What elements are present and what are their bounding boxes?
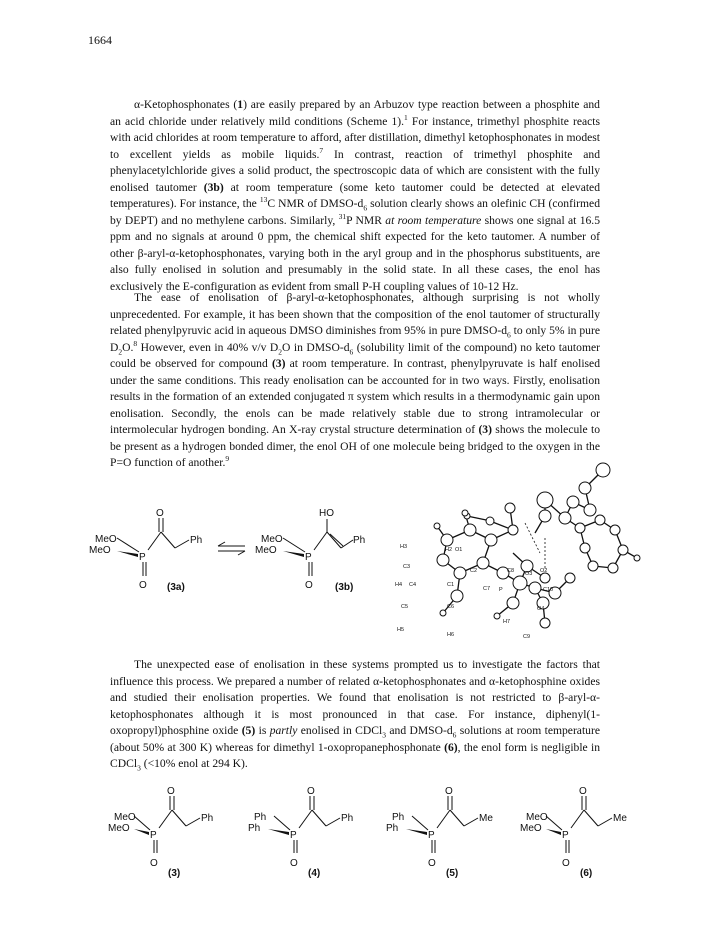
svg-text:MeO: MeO <box>255 545 277 556</box>
svg-text:O: O <box>139 580 147 591</box>
svg-text:O: O <box>290 858 298 869</box>
svg-text:(6): (6) <box>580 868 593 879</box>
paragraph-3: The unexpected ease of enolisation in these systems prompted us to investigate the factors that influence this process. We prepared a number of related α-ketophosphonates and α-ketophosphine oxides and studied their enolisation properties. We found that enolisation is not restricted to β-aryl-α-ketophosphonates although it is most pronounced in that case. For instance, diphenyl(1-oxopropyl)phosphine oxide (5) is partly enolised in CDCl$_3$ and DMSO-$d_6$ solutions at room temperature (about 50% at 300 K) whereas for dimethyl 1-oxopropanephosphonate (6), the enol form is negligible in CDCl$_3$ (<10% enol at 294 K). <box>110 658 600 773</box>
svg-text:P: P <box>150 830 157 841</box>
svg-text:Me: Me <box>613 813 627 824</box>
atom-labels <box>395 544 553 640</box>
compound-3 <box>108 786 213 879</box>
compound-4 <box>248 786 353 879</box>
svg-text:H4: H4 <box>395 582 403 588</box>
svg-text:O1: O1 <box>455 547 463 553</box>
svg-text:O: O <box>579 786 587 797</box>
svg-text:O3: O3 <box>525 571 533 577</box>
svg-text:C4: C4 <box>409 582 417 588</box>
svg-text:C3: C3 <box>403 564 411 570</box>
svg-text:O: O <box>167 786 175 797</box>
svg-text:O: O <box>150 858 158 869</box>
svg-text:C9: C9 <box>523 634 531 640</box>
equilibrium-arrows <box>218 542 245 555</box>
svg-text:P: P <box>139 552 146 563</box>
svg-text:H5: H5 <box>397 627 405 633</box>
svg-text:C1: C1 <box>447 582 455 588</box>
svg-text:Ph: Ph <box>392 812 405 823</box>
svg-text:MeO: MeO <box>526 812 548 823</box>
svg-text:Me: Me <box>479 813 493 824</box>
keto-label: (3a) <box>167 582 185 593</box>
svg-text:Ph: Ph <box>190 535 203 546</box>
svg-text:Ph: Ph <box>248 823 261 834</box>
svg-text:P: P <box>290 830 297 841</box>
svg-text:P: P <box>305 552 312 563</box>
svg-text:MeO: MeO <box>108 823 130 834</box>
compound-6 <box>520 786 627 879</box>
svg-text:O4: O4 <box>537 606 545 612</box>
tautomer-scheme <box>89 508 375 600</box>
svg-text:Ph: Ph <box>254 812 267 823</box>
svg-text:C5: C5 <box>401 604 409 610</box>
paragraph-2: The ease of enolisation of β-aryl-α-ketophosphonates, although surprising is not wholly unprecedented. For example, it has been shown that the composition of the enol tautomer of structurally related phenylpyruvic acid in aqueous DMSO diminishes from 95% in pure DMSO-$d_6$ to only 5% in pure $D_2O.^8$ However, even in 40% v/v $D_2O$ in DMSO-$d_6$ (solubility limit of the compound) no keto tautomer could be observed for compound (3) at room temperature. In contrast, phenylpyruvate is half enolised under the same conditions. This ready enolisation can be accounted for in two ways. Firstly, enolisation results in the formation of an extended conjugated π system which results in a thermodynamic gain upon enolisation. Secondly, the enols can be made relatively stable due to strong intramolecular or intermolecular hydrogen bonding. An X-ray crystal structure determination of (3) shows the molecule to be present as a hydrogen bonded dimer, the enol OH of one molecule being bridged to the oxygen in the P=O function of another.$^9$ <box>110 291 600 469</box>
page-number: 1664 <box>88 33 112 47</box>
svg-text:O: O <box>305 580 313 591</box>
svg-text:Ph: Ph <box>386 823 399 834</box>
svg-text:C7: C7 <box>483 586 491 592</box>
svg-text:Ph: Ph <box>341 813 354 824</box>
svg-text:MeO: MeO <box>114 812 136 823</box>
svg-text:HO: HO <box>319 508 334 519</box>
svg-text:Ph: Ph <box>353 535 366 546</box>
svg-text:O: O <box>445 786 453 797</box>
svg-text:(5): (5) <box>446 868 459 879</box>
paragraph-1: α-Ketophosphonates (1) are easily prepared by an Arbuzov type reaction between a phosphite and an acid chloride under relatively mild conditions (Scheme 1).$^1$ For instance, trimethyl phosphite reacts with acid chlorides at room temperature to afford, after distillation, dimethyl ketophosphonates in modest to excellent yields as mobile liquids.$^7$ In contrast, reaction of trimethyl phosphite and phenylacetylchloride gives a solid product, the spectroscopic data of which are consistent with the fully enolised tautomer (3b) at room temperature (some keto tautomer could be detected at elevated temperatures). For instance, the $^{13}$C NMR of DMSO-$d_6$ solution clearly shows an olefinic CH (confirmed by DEPT) and no methylene carbons. Similarly, $^{31}$P NMR at room temperature shows one signal at 16.5 ppm and no signals at around 0 ppm, the chemical shift expected for the keto tautomer. A number of other β-aryl-α-ketophosphonates, varying both in the aryl group and in the phosphorus substituents, are also fully enolised in solution and presumably in the solid state. In all these cases, the enol has exclusively the E-configuration as evident from small P-H coupling values of 10-12 Hz. <box>110 98 600 293</box>
svg-text:O2: O2 <box>540 568 548 574</box>
svg-text:O: O <box>428 858 436 869</box>
svg-text:O: O <box>562 858 570 869</box>
svg-text:H6: H6 <box>447 632 455 638</box>
compound-5 <box>386 786 493 879</box>
svg-text:(3): (3) <box>168 868 181 879</box>
svg-text:O: O <box>156 508 164 519</box>
svg-text:C2: C2 <box>470 568 478 574</box>
svg-text:(4): (4) <box>308 868 321 879</box>
svg-text:H7: H7 <box>503 619 511 625</box>
svg-text:MeO: MeO <box>95 534 117 545</box>
svg-text:P: P <box>562 830 569 841</box>
enol-structure <box>255 508 365 593</box>
svg-text:MeO: MeO <box>261 534 283 545</box>
compound-structures <box>104 786 684 885</box>
svg-text:P: P <box>428 830 435 841</box>
svg-text:Ph: Ph <box>201 813 214 824</box>
svg-text:C8: C8 <box>507 568 515 574</box>
svg-text:H3: H3 <box>400 544 408 550</box>
keto-structure <box>89 508 202 593</box>
enol-label: (3b) <box>335 582 354 593</box>
svg-text:O: O <box>307 786 315 797</box>
svg-text:C6: C6 <box>447 604 455 610</box>
svg-text:MeO: MeO <box>89 545 111 556</box>
svg-text:MeO: MeO <box>520 823 542 834</box>
svg-text:H2: H2 <box>445 547 453 553</box>
svg-text:P: P <box>499 587 503 593</box>
svg-text:C10: C10 <box>543 587 554 593</box>
crystal-structure-diagram <box>395 458 645 640</box>
